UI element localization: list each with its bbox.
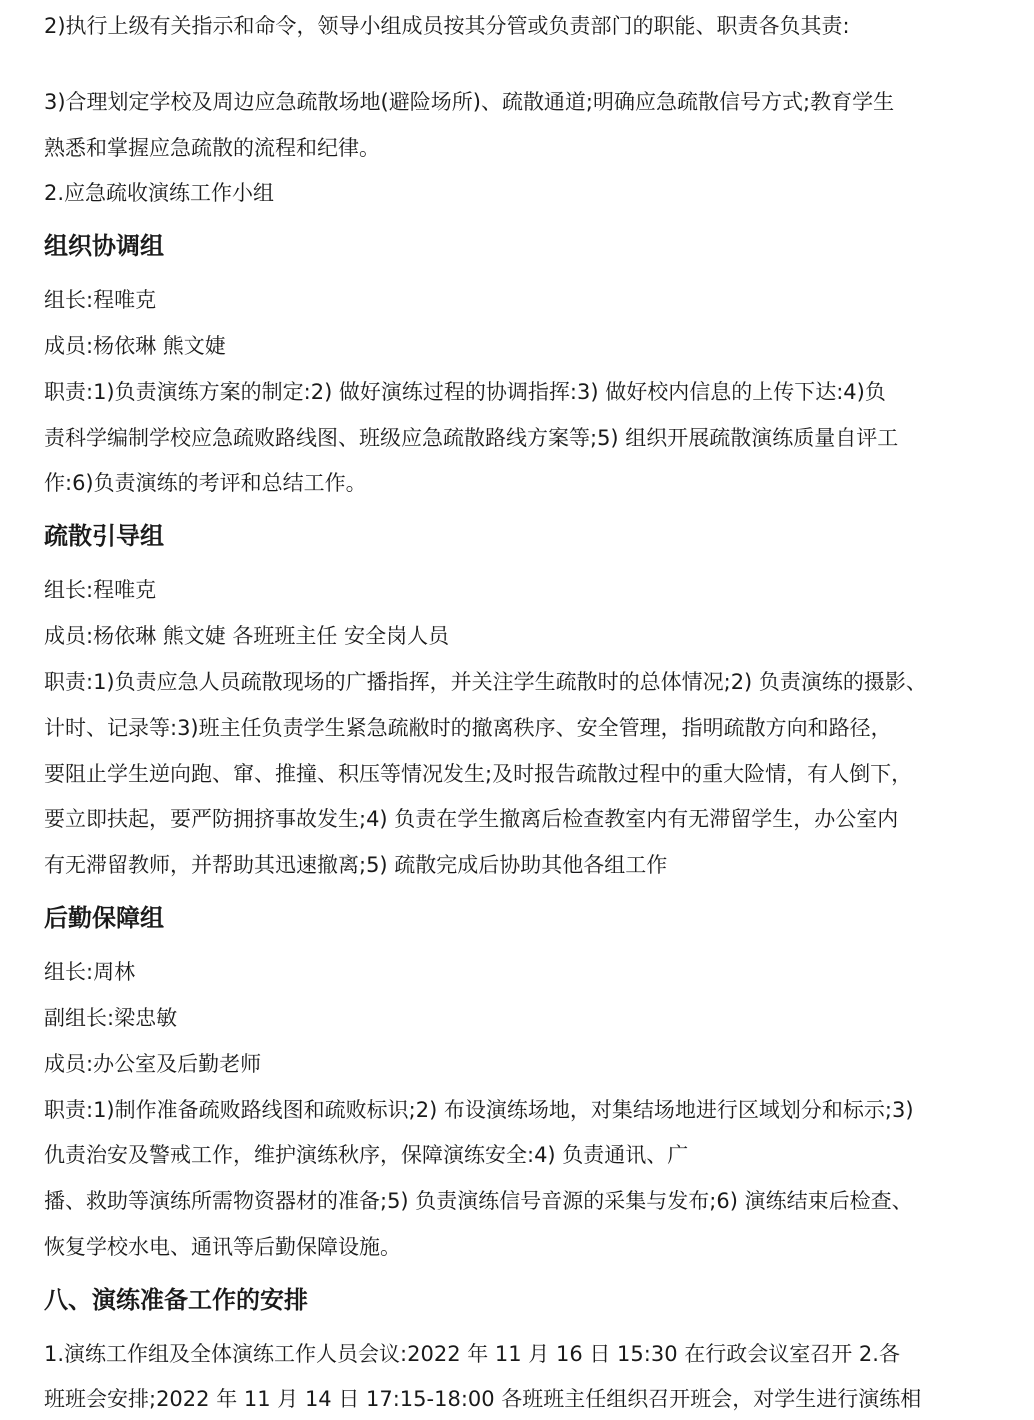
paragraph-duty-3-line-1: 3)合理划定学校及周边应急疏散场地(避险场所)、疏散通道;明确应急疏散信号方式;教育学生	[44, 90, 895, 114]
logistics-deputy-leader: 副组长:梁忠敏	[44, 1006, 178, 1030]
heading-coordination-group: 组织协调组	[44, 232, 164, 260]
paragraph-duty-2: 2)执行上级有关指示和命令，领导小组成员按其分管或负责部门的职能、职责各负其责:	[44, 14, 850, 38]
guide-duty-line-4: 要立即扶起，要严防拥挤事故发生;4) 负责在学生撤离后检查教室内有无滞留学生，办公室内	[44, 807, 899, 831]
guide-members: 成员:杨依琳 熊文婕 各班班主任 安全岗人员	[44, 624, 450, 648]
coordination-duty-line-1: 职责:1)负责演练方案的制定:2) 做好演练过程的协调指挥:3) 做好校内信息的上传下达:4)负	[44, 380, 886, 404]
heading-logistics-group: 后勤保障组	[44, 904, 164, 932]
paragraph-duty-3-line-2: 熟悉和掌握应急疏散的流程和纪律。	[44, 136, 380, 160]
guide-leader: 组长:程唯克	[44, 578, 157, 602]
coordination-members: 成员:杨依琳 熊文婕	[44, 334, 226, 358]
coordination-duty-line-2: 责科学编制学校应急疏败路线图、班级应急疏散路线方案等;5) 组织开展疏散演练质量自评工	[44, 426, 899, 450]
guide-duty-line-2: 计时、记录等:3)班主任负责学生紧急疏敝时的撤离秩序、安全管理，指明疏散方向和路径，	[44, 716, 892, 740]
item-evacuation-work-group: 2.应急疏收演练工作小组	[44, 181, 275, 205]
logistics-duty-line-4: 恢复学校水电、通讯等后勤保障设施。	[44, 1235, 401, 1259]
logistics-members: 成员:办公室及后勤老师	[44, 1052, 262, 1076]
section-8-line-1: 1.演练工作组及全体演练工作人员会议:2022 年 11 月 16 日 15:30 在行政会议室召开 2.各	[44, 1342, 900, 1366]
logistics-duty-line-1: 职责:1)制作准备疏败路线图和疏败标识;2) 布设演练场地，对集结场地进行区域划分和标示;3)	[44, 1098, 914, 1122]
section-8-line-2: 班班会安排;2022 年 11 月 14 日 17:15-18:00 各班班主任组织召开班会，对学生进行演练相	[44, 1387, 922, 1411]
guide-duty-line-1: 职责:1)负责应急人员疏散现场的广播指挥，并关注学生疏散时的总体情况;2) 负责演练的摄影、	[44, 670, 927, 694]
guide-duty-line-5: 有无滞留教师，并帮助其迅速撤离;5) 疏散完成后协助其他各组工作	[44, 853, 668, 877]
logistics-leader: 组长:周林	[44, 960, 136, 984]
coordination-duty-line-3: 作:6)负责演练的考评和总结工作。	[44, 471, 367, 495]
heading-evacuation-guide-group: 疏散引导组	[44, 522, 164, 550]
heading-section-8-drill-preparation: 八、演练准备工作的安排	[44, 1286, 308, 1314]
logistics-duty-line-2: 仇责治安及警戒工作，维护演练秋序，保障演练安全:4) 负责通讯、广	[44, 1143, 689, 1167]
logistics-duty-line-3: 播、救助等演练所需物资器材的准备;5) 负责演练信号音源的采集与发布;6) 演练结束后检查、	[44, 1189, 913, 1213]
guide-duty-line-3: 要阻止学生逆向跑、窜、推撞、积压等情况发生;及时报告疏散过程中的重大险情，有人倒下，	[44, 762, 913, 786]
coordination-leader: 组长:程唯克	[44, 288, 157, 312]
